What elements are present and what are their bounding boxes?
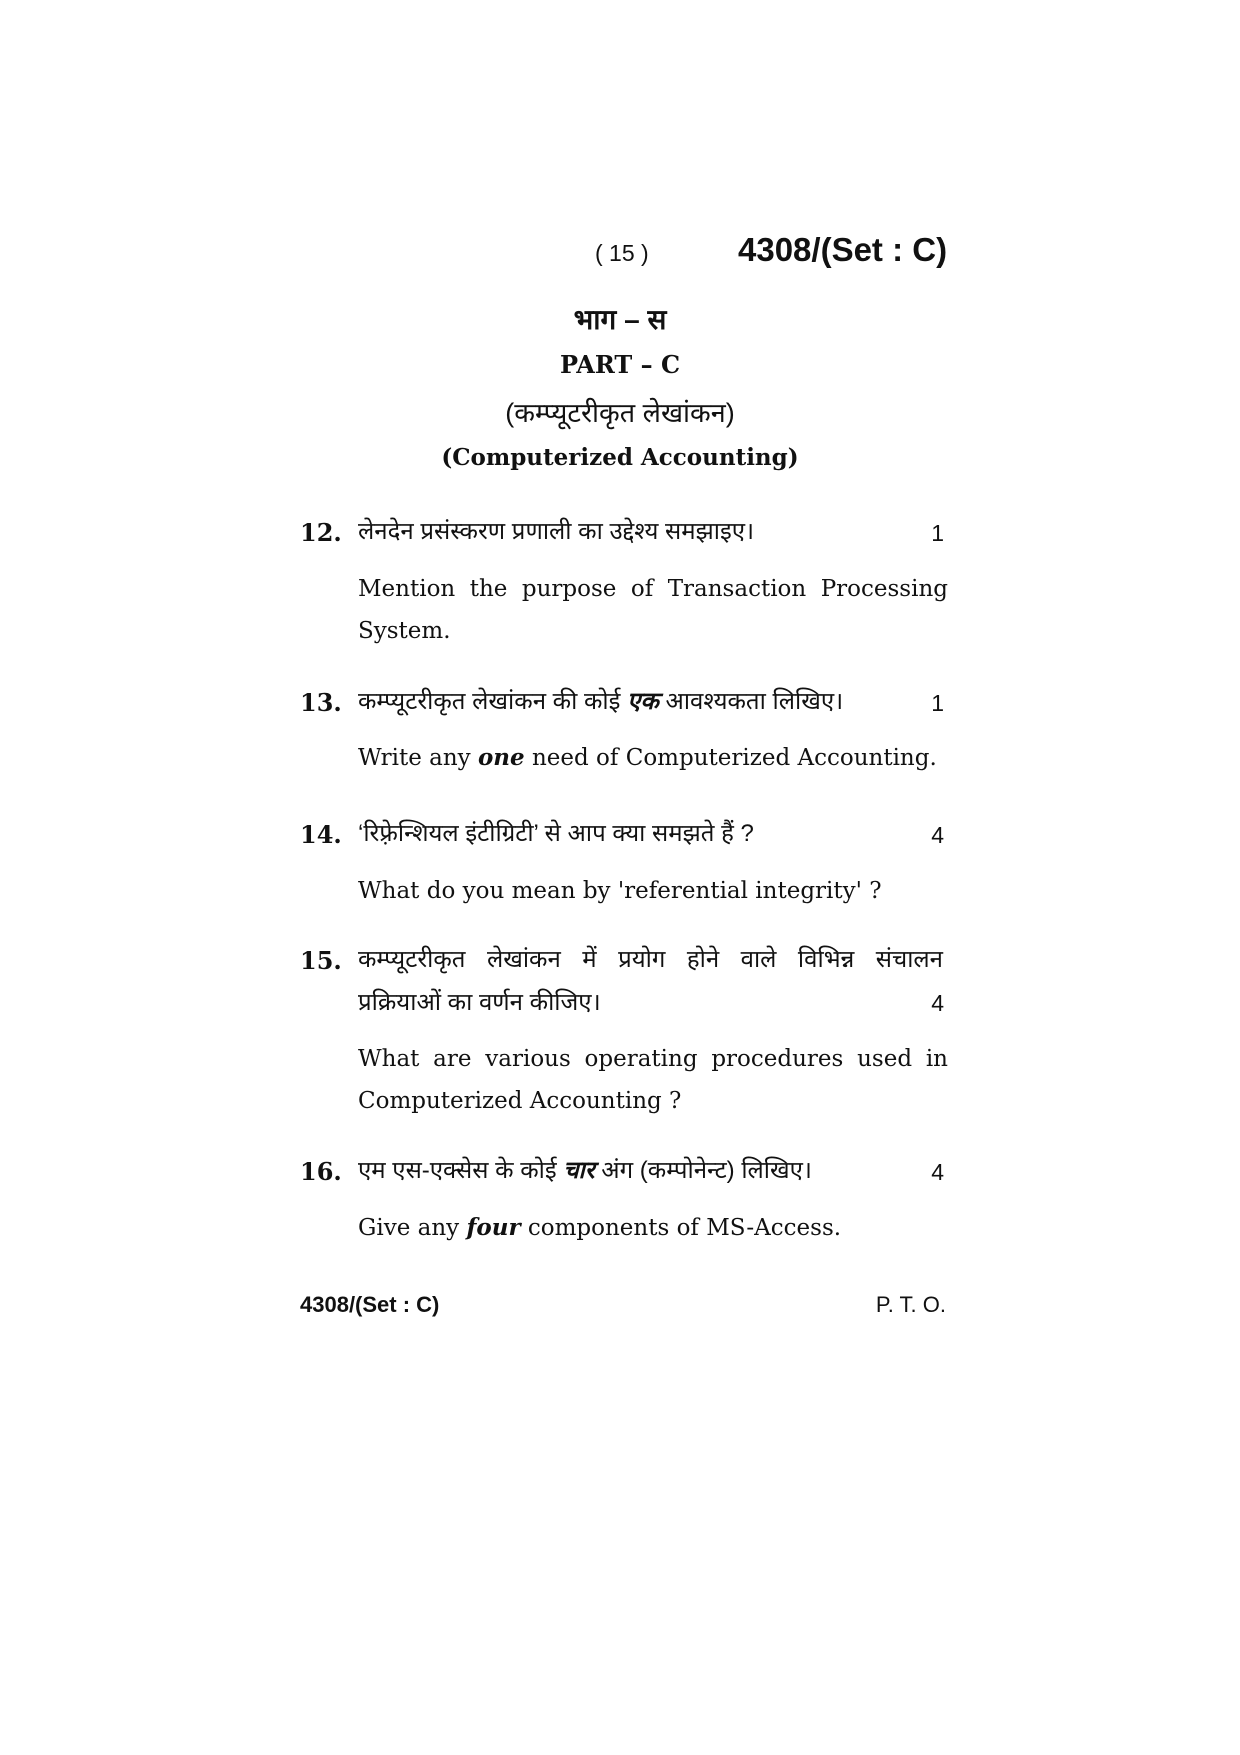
question-english-line: What are various operating procedures used in [358, 1046, 948, 1072]
question-english-line: Computerized Accounting ? [358, 1088, 682, 1114]
question-number: 16. [300, 1157, 342, 1186]
hindi-part-heading: भाग – स [573, 304, 667, 335]
hindi-subject-heading: (कम्प्यूटरीकृत लेखांकन) [505, 398, 735, 428]
question-english-line: Mention the purpose of Transaction Processing [358, 576, 948, 602]
question-hindi-text: लेनदेन प्रसंस्करण प्रणाली का उद्देश्य समझाइए। [358, 518, 755, 545]
question-marks: 4 [931, 1159, 944, 1185]
question-hindi-text [358, 1149, 812, 1192]
question-marks: 4 [931, 822, 944, 848]
question-marks: 1 [931, 690, 944, 716]
english-text-part: Write any [358, 745, 471, 771]
question-number: 14. [300, 820, 342, 849]
question-hindi-text [358, 680, 843, 723]
question-marks: 4 [931, 990, 944, 1016]
question-hindi-line: प्रक्रियाओं का वर्णन कीजिए। [358, 989, 601, 1016]
question-number: 12. [300, 518, 342, 547]
english-subject-heading: (Computerized Accounting) [441, 444, 799, 471]
question-number: 15. [300, 946, 342, 975]
english-part-heading: PART – C [559, 350, 681, 379]
hindi-text-part: आवश्यकता लिखिए। [665, 688, 844, 715]
english-emphasis: four [466, 1214, 521, 1241]
hindi-emphasis: एक [627, 688, 659, 715]
english-emphasis: one [477, 744, 525, 771]
hindi-text-part: एम एस-एक्सेस के कोई [358, 1157, 557, 1184]
question-english-line: System. [358, 618, 451, 644]
english-text-part: need of Computerized Accounting. [531, 745, 937, 771]
hindi-text-part: कम्प्यूटरीकृत लेखांकन की कोई [358, 688, 621, 715]
paper-code: 4308/(Set : C) [738, 231, 948, 268]
hindi-emphasis: चार [563, 1157, 595, 1184]
footer-pto: P. T. O. [875, 1292, 946, 1317]
english-text-part: Give any [358, 1215, 460, 1241]
question-hindi-line: कम्प्यूटरीकृत लेखांकन में प्रयोग होने वाले विभिन्न संचालन [358, 946, 943, 973]
question-english-line [358, 737, 948, 779]
question-english-line [358, 1207, 948, 1249]
question-number: 13. [300, 688, 342, 717]
question-english-line: What do you mean by 'referential integrity' ? [358, 878, 882, 904]
page-number: ( 15 ) [595, 240, 649, 266]
english-text-part: components of MS-Access. [527, 1215, 842, 1241]
question-hindi-text: ‘रिफ़्रेन्शियल इंटीग्रिटी’ से आप क्या समझते हैं ? [358, 820, 754, 847]
footer-paper-code: 4308/(Set : C) [300, 1292, 440, 1317]
question-marks: 1 [931, 520, 944, 546]
hindi-text-part: अंग (कम्पोनेन्ट) लिखिए। [601, 1157, 813, 1184]
